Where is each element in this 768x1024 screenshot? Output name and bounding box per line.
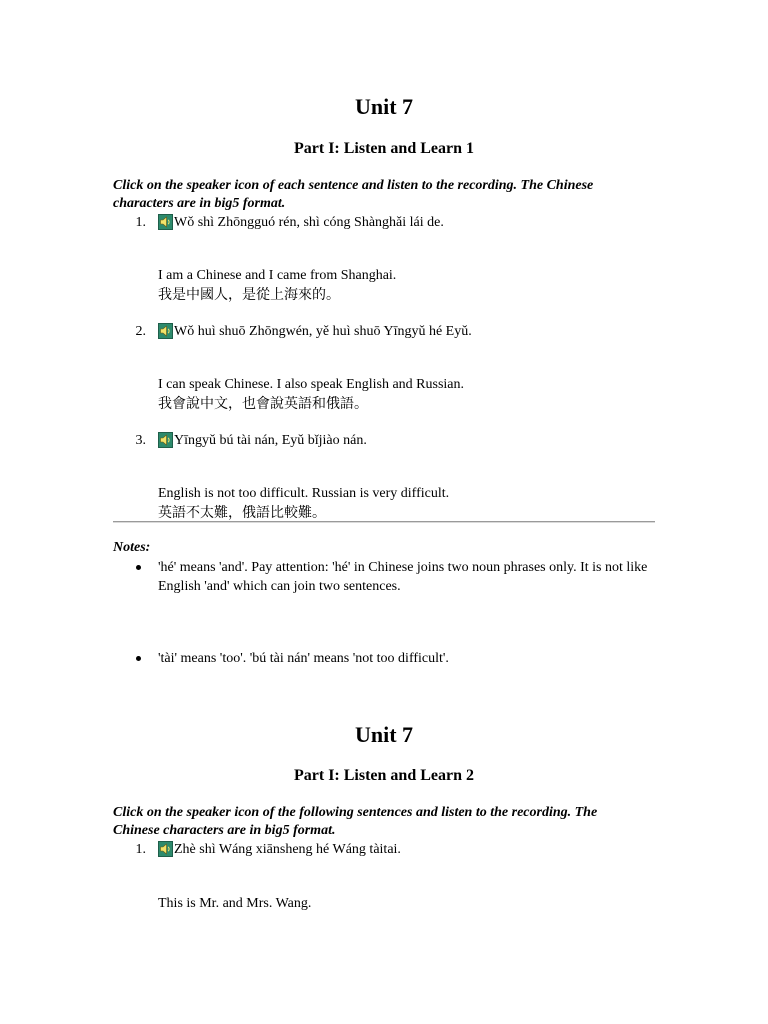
- bullet-icon: [136, 565, 141, 570]
- english-translation: English is not too difficult. Russian is very difficult.: [158, 486, 450, 501]
- list-number: 2.: [135, 324, 146, 339]
- instructions: Click on the speaker icon of each sentence and listen to the recording. The Chinese characters are in big5 format.: [113, 178, 594, 211]
- pinyin-sentence: Zhè shì Wáng xiānsheng hé Wáng tàitai.: [174, 842, 401, 857]
- notes-label: Notes:: [113, 540, 151, 555]
- list-item: [0, 432, 768, 450]
- chinese-characters: 我會說中文，也會說英語和俄語。: [158, 397, 368, 412]
- list-number: 3.: [135, 433, 146, 448]
- speaker-icon[interactable]: [158, 432, 173, 448]
- part-title: Part I: Listen and Learn 2: [294, 767, 474, 784]
- english-translation: I am a Chinese and I came from Shanghai.: [158, 268, 397, 283]
- pinyin-sentence: Wǒ huì shuō Zhōngwén, yě huì shuō Yīngyǔ hé Eyǔ.: [174, 324, 472, 339]
- part-title: Part I: Listen and Learn 1: [294, 140, 474, 157]
- list-number: 1.: [135, 842, 146, 857]
- instructions: Click on the speaker icon of the following sentences and listen to the recording. The Chinese characters are in big5 format.: [113, 805, 598, 838]
- speaker-icon[interactable]: [158, 841, 173, 857]
- english-translation: I can speak Chinese. I also speak English and Russian.: [158, 377, 464, 392]
- unit-title: Unit 7: [354, 94, 414, 119]
- speaker-icon[interactable]: [158, 323, 173, 339]
- note-text: 'hé' means 'and'. Pay attention: 'hé' in Chinese joins two noun phrases only. It is not like English 'and' which can join two sentences.: [158, 560, 648, 594]
- chinese-characters: 我是中國人，是從上海來的。: [158, 288, 340, 303]
- note-item: [0, 649, 768, 689]
- pinyin-sentence: Yīngyǔ bú tài nán, Eyǔ bǐjiào nán.: [174, 433, 367, 448]
- english-translation: This is Mr. and Mrs. Wang.: [158, 896, 312, 911]
- list-number: 1.: [135, 215, 146, 230]
- bullet-icon: [136, 656, 141, 661]
- list-item: [0, 214, 768, 232]
- chinese-characters: 英語不太難，俄語比較難。: [158, 506, 326, 521]
- note-item: [0, 558, 768, 598]
- speaker-icon[interactable]: [158, 214, 173, 230]
- horizontal-divider: [113, 521, 655, 523]
- list-item: [0, 841, 768, 859]
- list-item: [0, 323, 768, 341]
- pinyin-sentence: Wǒ shì Zhōngguó rén, shì cóng Shànghǎi lái de.: [174, 215, 444, 230]
- unit-title: Unit 7: [354, 722, 414, 747]
- note-text: 'tài' means 'too'. 'bú tài nán' means 'not too difficult'.: [158, 651, 449, 666]
